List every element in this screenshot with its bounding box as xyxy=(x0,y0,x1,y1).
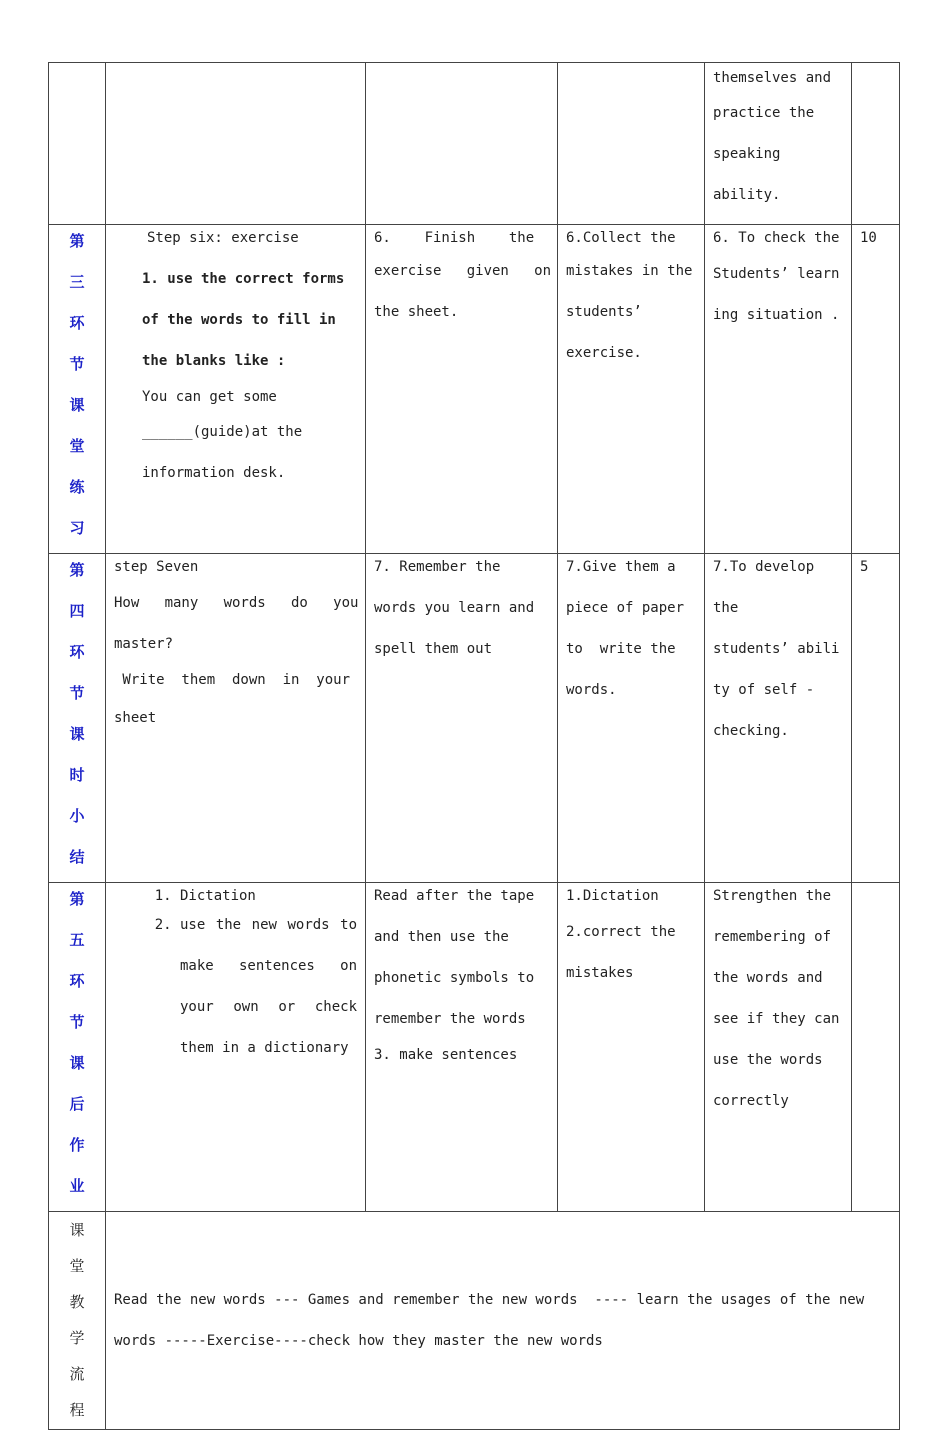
task-instruction: 1. use the correct forms xyxy=(142,271,345,287)
table-row xyxy=(49,225,900,554)
text-line: spell them out xyxy=(374,641,493,657)
text-line: checking. xyxy=(713,723,789,739)
text-line: remember the words xyxy=(374,1011,526,1027)
text-line: piece of paper xyxy=(566,600,685,616)
text-line: 6. To check the xyxy=(713,230,840,246)
purpose-cell xyxy=(705,554,852,883)
lesson-plan-table xyxy=(48,62,900,1430)
stage-cell xyxy=(49,883,106,1212)
time-value: 10 xyxy=(860,230,877,246)
text-line: 6. Finish the xyxy=(374,230,535,246)
example-sentence: You can get some xyxy=(142,389,277,405)
text-line: phonetic symbols to xyxy=(374,970,535,986)
time-cell xyxy=(852,883,900,1212)
text-line: students’ xyxy=(566,304,642,320)
teacher-activity-cell xyxy=(558,225,705,554)
example-sentence: ______(guide)at the xyxy=(142,424,303,440)
text-line: the words and xyxy=(713,970,823,986)
text-line: and then use the xyxy=(374,929,509,945)
list-item: 1. Dictation xyxy=(180,883,357,909)
text-line: Students’ learn xyxy=(713,266,840,282)
text-line: mistakes xyxy=(566,965,634,981)
text-line: 3. make sentences xyxy=(374,1047,518,1063)
purpose-cell xyxy=(705,225,852,554)
text-line: see if they can xyxy=(713,1011,840,1027)
text-line: exercise given on xyxy=(374,263,552,279)
text-line: students’ abili xyxy=(713,641,840,657)
task-instruction: of the words to fill in xyxy=(142,312,336,328)
flow-label: 课 堂 教 学 流 程 xyxy=(69,1221,85,1419)
flow-text-cell xyxy=(106,1212,900,1430)
student-activity-cell xyxy=(366,63,558,225)
time-cell xyxy=(852,63,900,225)
flow-label-cell xyxy=(49,1212,106,1430)
text-line: exercise. xyxy=(566,345,642,361)
text-line: correctly xyxy=(713,1093,789,1109)
time-value: 5 xyxy=(860,559,869,575)
stage-label: 第三 环节 课堂 练习 xyxy=(69,232,91,537)
text-line: 7.To develop xyxy=(713,559,815,575)
text-line: ty of self - xyxy=(713,682,815,698)
text-line: use the words xyxy=(713,1052,823,1068)
text-line: speaking xyxy=(713,146,781,162)
flow-row xyxy=(49,1212,900,1430)
text-line: ing situation . xyxy=(713,307,840,323)
text-line: the xyxy=(713,600,739,616)
activity-cell xyxy=(106,883,366,1212)
table-row xyxy=(49,554,900,883)
text-line: sheet xyxy=(114,710,157,726)
teacher-activity-cell xyxy=(558,883,705,1212)
text-line: remembering of xyxy=(713,929,832,945)
step-title: Step six: exercise xyxy=(147,230,299,246)
text-line: master? xyxy=(114,636,174,652)
student-activity-cell xyxy=(366,225,558,554)
activity-cell xyxy=(106,554,366,883)
text-line: practice the xyxy=(713,105,815,121)
text-line: words you learn and xyxy=(374,600,535,616)
text-line: themselves and xyxy=(713,70,832,86)
text-line: the sheet. xyxy=(374,304,459,320)
text-line: mistakes in the xyxy=(566,263,693,279)
table-row xyxy=(49,883,900,1212)
text-line: to write the xyxy=(566,641,676,657)
stage-cell xyxy=(49,225,106,554)
time-cell xyxy=(852,554,900,883)
activity-cell xyxy=(106,225,366,554)
stage-cell xyxy=(49,554,106,883)
student-activity-cell xyxy=(366,883,558,1212)
teacher-activity-cell xyxy=(558,63,705,225)
list-item: 2. use the new words to make sentences on your own or check them in a dictionary xyxy=(180,905,357,1069)
text-line: 6.Collect the xyxy=(566,230,676,246)
text-line: 1.Dictation xyxy=(566,888,659,904)
example-sentence: information desk. xyxy=(142,465,286,481)
time-cell xyxy=(852,225,900,554)
homework-list xyxy=(114,883,357,1069)
stage-label: 第五 环节 课后 作业 xyxy=(69,890,91,1195)
text-line: Write them down in your xyxy=(114,672,351,688)
task-instruction: the blanks like : xyxy=(142,353,286,369)
teacher-activity-cell xyxy=(558,554,705,883)
purpose-cell xyxy=(705,883,852,1212)
purpose-cell xyxy=(705,63,852,225)
stage-cell xyxy=(49,63,106,225)
text-line: How many words do you xyxy=(114,595,359,611)
text-line: ability. xyxy=(713,187,781,203)
text-line: 7. Remember the xyxy=(374,559,501,575)
step-title: step Seven xyxy=(114,559,199,575)
stage-label: 第四 环节 课时 小结 xyxy=(69,561,91,866)
student-activity-cell xyxy=(366,554,558,883)
text-line: Read after the tape xyxy=(374,888,535,904)
activity-cell xyxy=(106,63,366,225)
text-line: words. xyxy=(566,682,617,698)
table-row xyxy=(49,63,900,225)
text-line: 7.Give them a xyxy=(566,559,676,575)
text-line: Strengthen the xyxy=(713,888,832,904)
flow-text: words -----Exercise----check how they master the new words xyxy=(114,1332,603,1349)
flow-text: Read the new words --- Games and remember the new words ---- learn the usages of the new xyxy=(114,1291,865,1308)
text-line: 2.correct the xyxy=(566,924,676,940)
